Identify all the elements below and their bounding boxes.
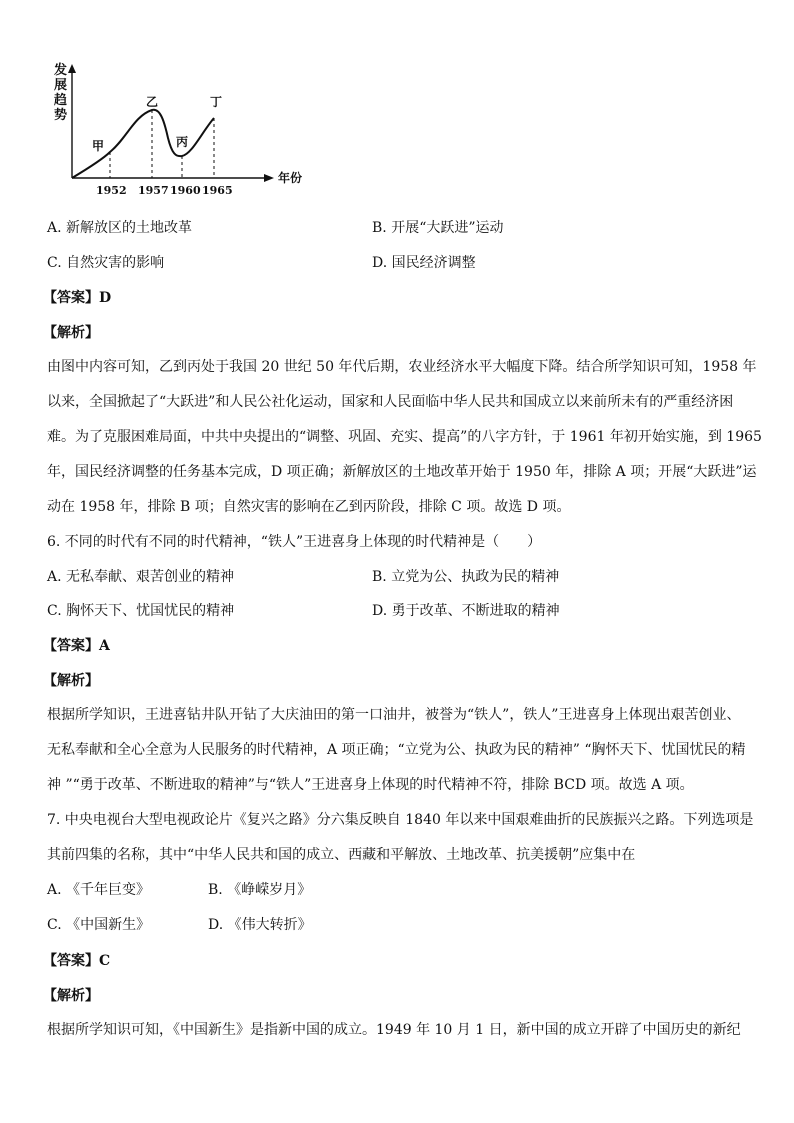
q5-option-d-text: 国民经济调整: [391, 255, 476, 271]
q6-analysis-line: 神 ”“勇于改革、不断进取的精神”与“铁人”王进喜身上体现的时代精神不符，排除 BCD 项。故选 A 项。: [47, 777, 694, 793]
point-label-bing: 丙: [176, 135, 189, 149]
year-1957: 1957: [138, 184, 169, 197]
q5-option-b: [372, 218, 504, 238]
year-1952: 1952: [96, 184, 127, 197]
q7-option-d: [208, 915, 312, 935]
q7-option-c-text: 《中国新生》: [66, 917, 151, 933]
q7-option-c: [47, 915, 150, 935]
q5-option-c: [47, 253, 164, 273]
q6-option-a: [47, 567, 234, 587]
q6-stem: 6. 不同的时代有不同的时代精神，“铁人”王进喜身上体现的时代精神是（ ）: [47, 534, 542, 550]
q6-option-b-text: 立党为公、执政为民的精神: [391, 569, 560, 585]
q5-option-a-letter: A.: [47, 220, 62, 236]
year-1960: 1960: [170, 184, 201, 197]
q5-option-c-text: 自然灾害的影响: [66, 255, 165, 271]
q7-stem-line: 其前四集的名称，其中“中华人民共和国的成立、西藏和平解放、土地改革、抗美援朝”应集中在: [47, 847, 636, 863]
q7-answer: 【答案】C: [43, 953, 111, 969]
q6-option-a-letter: A.: [47, 569, 62, 585]
q7-option-b: [208, 880, 311, 900]
q6-option-d-letter: D.: [372, 603, 388, 619]
q6-option-a-text: 无私奉献、艰苦创业的精神: [66, 569, 235, 585]
y-label-char-4: 势: [54, 108, 68, 123]
q7-option-d-letter: D.: [208, 917, 224, 933]
point-label-jia: 甲: [92, 139, 105, 153]
q6-answer: 【答案】A: [43, 638, 110, 654]
q7-option-b-text: 《峥嵘岁月》: [227, 882, 312, 898]
q7-option-d-text: 《伟大转折》: [227, 917, 312, 933]
trend-chart: [52, 60, 303, 200]
x-axis-arrow: [264, 174, 274, 182]
q7-option-a-text: 《千年巨变》: [66, 882, 151, 898]
q5-option-b-text: 开展“大跃进”运动: [391, 220, 504, 236]
point-label-ding: 丁: [210, 95, 223, 109]
q6-option-b: [372, 567, 559, 587]
q5-option-d: [372, 253, 476, 273]
q5-option-b-letter: B.: [372, 220, 387, 236]
q6-option-c-letter: C.: [47, 603, 62, 619]
y-label-char-3: 趋: [54, 93, 68, 108]
q6-analysis-heading: 【解析】: [43, 673, 99, 689]
q5-analysis-line: 难。为了克服困难局面，中共中央提出的“调整、巩固、充实、提高”的八字方针，于 1961 年初开始实施，到 1965: [47, 429, 762, 445]
x-axis-label: 年份: [278, 171, 303, 185]
q6-option-d: [372, 601, 560, 621]
q5-option-a: [47, 218, 192, 238]
q7-option-a: [47, 880, 150, 900]
point-label-yi: 乙: [146, 95, 159, 109]
q5-option-a-text: 新解放区的土地改革: [66, 220, 193, 236]
q7-stem-line: 7. 中央电视台大型电视政论片《复兴之路》分六集反映自 1840 年以来中国艰难曲折的民族振兴之路。下列选项是: [47, 812, 754, 828]
q5-analysis-line: 动在 1958 年，排除 B 项；自然灾害的影响在乙到丙阶段，排除 C 项。故选 D 项。: [47, 499, 571, 515]
q6-option-c: [47, 601, 234, 621]
y-label-char-1: 发: [54, 63, 68, 78]
year-1965: 1965: [202, 184, 233, 197]
q6-analysis-line: 根据所学知识，王进喜钻井队开钻了大庆油田的第一口油井，被誉为“铁人”，铁人”王进喜身上体现出艰苦创业、: [47, 707, 741, 723]
q7-option-b-letter: B.: [208, 882, 223, 898]
q5-analysis-heading: 【解析】: [43, 325, 99, 341]
q7-stem: [47, 803, 754, 873]
q5-option-d-letter: D.: [372, 255, 388, 271]
q6-option-c-text: 胸怀天下、忧国忧民的精神: [66, 603, 235, 619]
q7-option-a-letter: A.: [47, 882, 62, 898]
q6-analysis-line: 无私奉献和全心全意为人民服务的时代精神，A 项正确；“立党为公、执政为民的精神” “胸怀天下、忧国忧民的精: [47, 742, 746, 758]
q7-analysis-heading: 【解析】: [43, 988, 99, 1004]
q5-analysis: [47, 350, 762, 525]
q5-option-c-letter: C.: [47, 255, 62, 271]
q7-analysis-line: 根据所学知识可知，《中国新生》是指新中国的成立。1949 年 10 月 1 日，新中国的成立开辟了中国历史的新纪: [47, 1022, 741, 1038]
q5-analysis-line: 以来，全国掀起了“大跃进”和人民公社化运动，国家和人民面临中华人民共和国成立以来前所未有的严重经济困: [47, 394, 734, 410]
q7-analysis: [47, 1013, 747, 1048]
q5-analysis-line: 年，国民经济调整的任务基本完成，D 项正确；新解放区的土地改革开始于 1950 年，排除 A 项；开展“大跃进”运: [47, 464, 757, 480]
q6-analysis: [47, 698, 747, 803]
q5-analysis-line: 由图中内容可知，乙到丙处于我国 20 世纪 50 年代后期，农业经济水平大幅度下降。结合所学知识可知，1958 年: [47, 359, 757, 375]
q5-answer: 【答案】D: [43, 290, 112, 306]
q7-option-c-letter: C.: [47, 917, 62, 933]
trend-chart-svg: [52, 60, 303, 200]
y-axis-arrow: [68, 64, 76, 73]
y-label-char-2: 展: [54, 78, 68, 93]
q6-option-d-text: 勇于改革、不断进取的精神: [391, 603, 560, 619]
q6-option-b-letter: B.: [372, 569, 387, 585]
